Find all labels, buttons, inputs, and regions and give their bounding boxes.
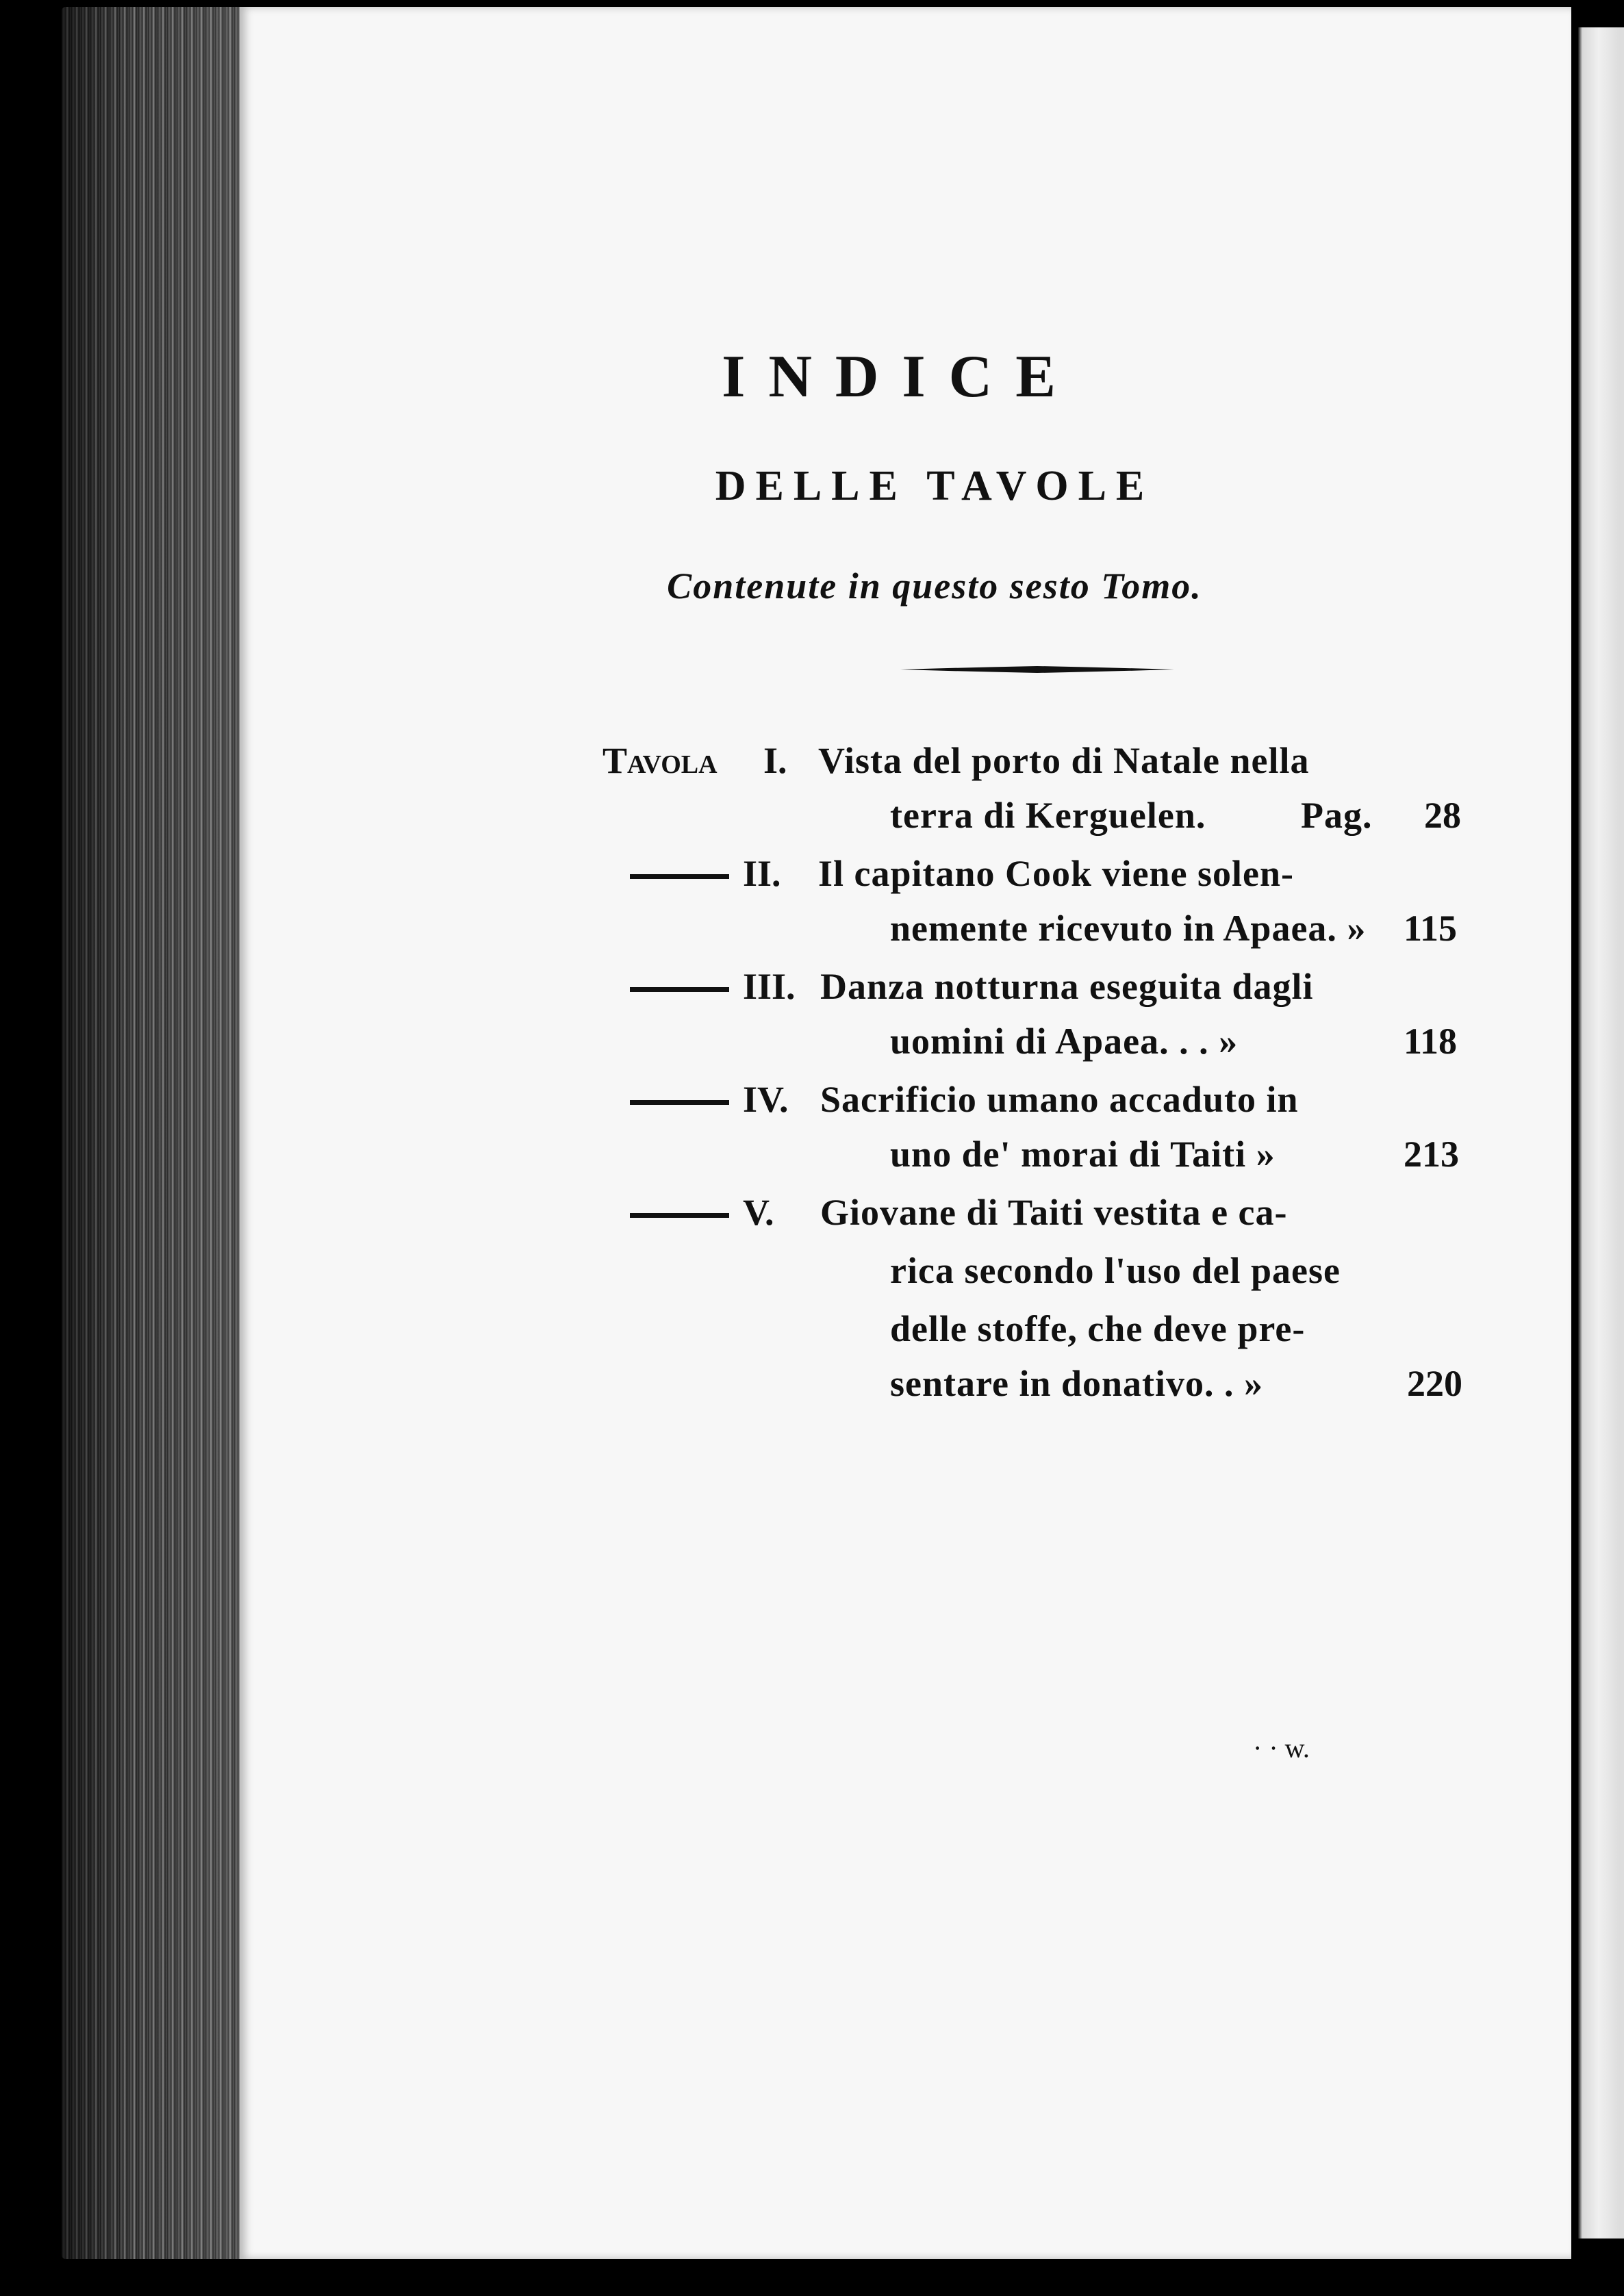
page-subtitle: DELLE TAVOLE <box>715 463 1154 509</box>
entry-line: Vista del porto di Natale nella <box>818 740 1310 781</box>
stray-print-mark: · · w. <box>1253 1733 1310 1763</box>
entry-page-number: 220 <box>1407 1363 1462 1404</box>
entry-page-number: 115 <box>1404 908 1458 949</box>
entry-line: uno de' morai di Taiti » <box>890 1134 1276 1175</box>
entry-number: V. <box>743 1192 774 1233</box>
entry-dash <box>630 987 729 992</box>
entry-dash <box>630 1100 729 1105</box>
entry-dash <box>630 874 729 879</box>
entry-number: III. <box>743 966 796 1007</box>
ornamental-rule <box>900 665 1174 674</box>
facing-page-edge <box>1578 27 1624 2238</box>
entry-line: terra di Kerguelen. <box>890 795 1206 836</box>
entry-dash <box>630 1213 729 1218</box>
entry-line: sentare in donativo. . » <box>890 1363 1264 1404</box>
entry-page-prefix: Pag. <box>1301 795 1373 836</box>
entry-number: II. <box>743 853 781 894</box>
entry-line: Giovane di Taiti vestita e ca- <box>820 1192 1288 1233</box>
entry-line: rica secondo l'uso del paese <box>890 1250 1341 1291</box>
entry-line: Il capitano Cook viene solen- <box>818 853 1295 894</box>
entry-page-number: 28 <box>1424 795 1461 836</box>
entry-number: I. <box>763 740 787 781</box>
entry-line: delle stoffe, che deve pre- <box>890 1308 1306 1349</box>
page-caption: Contenute in questo sesto Tomo. <box>667 565 1202 607</box>
entry-lead: Tavola <box>602 740 718 781</box>
page-edges <box>62 7 240 2259</box>
page-title: INDICE <box>722 344 1079 410</box>
entry-line: nemente ricevuto in Apaea. » <box>890 908 1367 949</box>
entry-line: uomini di Apaea. . . » <box>890 1021 1239 1062</box>
entry-line: Danza notturna eseguita dagli <box>820 966 1314 1007</box>
entry-line: Sacrificio umano accaduto in <box>820 1079 1299 1120</box>
entry-page-number: 213 <box>1404 1134 1459 1175</box>
book-page <box>240 7 1571 2259</box>
entry-number: IV. <box>743 1079 789 1120</box>
entry-page-number: 118 <box>1404 1021 1458 1062</box>
